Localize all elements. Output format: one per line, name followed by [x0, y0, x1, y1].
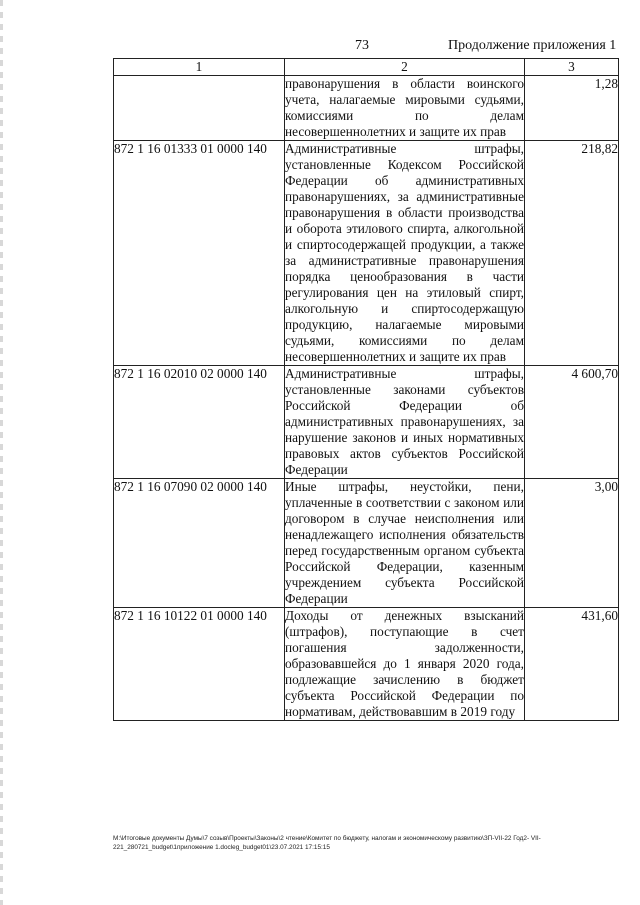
amount: 218,82 [525, 141, 619, 366]
budget-code: 872 1 16 07090 02 0000 140 [114, 479, 285, 608]
table-row [114, 76, 619, 141]
revenue-description: Доходы от денежных взысканий (штрафов), поступающие в счет погашения задолженности, образовавшейся до 1 января 2020 года, подлежащие зачислению в бюджет субъекта Российской Федерации по нормативам, действовавшим в 2019 году [285, 608, 524, 719]
table-row [114, 141, 619, 366]
column-header: 3 [525, 59, 619, 76]
table-row [114, 479, 619, 608]
column-header: 1 [114, 59, 285, 76]
revenue-description: правонарушения в области воинского учета, налагаемые мировыми судьями, комиссиями по делам несовершеннолетних и защите их прав [285, 76, 524, 139]
table-header-row [114, 59, 619, 76]
file-path-footer: M:\Итоговые документы Думы\7 созыв\Проекты\Законы\2 чтение\Комитет по бюджету, налогам и экономическому развитию\ЗП-VII-22 Год2- VII-221_280721_budget\1приложение 1.docleg_budget01\23.07.2021 17:15:15 [113, 835, 541, 851]
amount: 1,28 [525, 76, 619, 141]
amount: 431,60 [525, 608, 619, 721]
revenue-description: Иные штрафы, неустойки, пени, уплаченные в соответствии с законом или договором в случае неисполнения или ненадлежащего исполнения обязательств перед государственным органом субъекта Российской Федерации, казенным учреждением субъекта Российской Федерации [285, 479, 524, 606]
continuation-heading: Продолжение приложения 1 [448, 38, 617, 53]
revenue-description: Административные штрафы, установленные Кодексом Российской Федерации об административных правонарушениях, за административные правонарушения в области производства и оборота этилового спирта, алкогольной и спиртосодержащей продукции, а также за административные правонарушения порядка ценообразования в части регулирования цен на этиловый спирт, алкогольную и спиртосодержащую продукцию, налагаемые мировыми судьями, комиссиями по делам несовершеннолетних и защите их прав [285, 141, 524, 364]
amount: 3,00 [525, 479, 619, 608]
column-header: 2 [285, 59, 525, 76]
revenue-table [113, 58, 619, 721]
table-row [114, 366, 619, 479]
revenue-description: Административные штрафы, установленные законами субъектов Российской Федерации об административных правонарушениях, за нарушение законов и иных нормативных правовых актов субъектов Российской Федерации [285, 366, 524, 477]
budget-code [114, 76, 285, 141]
table-row [114, 608, 619, 721]
page-number: 73 [355, 38, 369, 53]
scan-edge [0, 0, 3, 905]
budget-code: 872 1 16 01333 01 0000 140 [114, 141, 285, 366]
amount: 4 600,70 [525, 366, 619, 479]
budget-code: 872 1 16 10122 01 0000 140 [114, 608, 285, 721]
budget-code: 872 1 16 02010 02 0000 140 [114, 366, 285, 479]
